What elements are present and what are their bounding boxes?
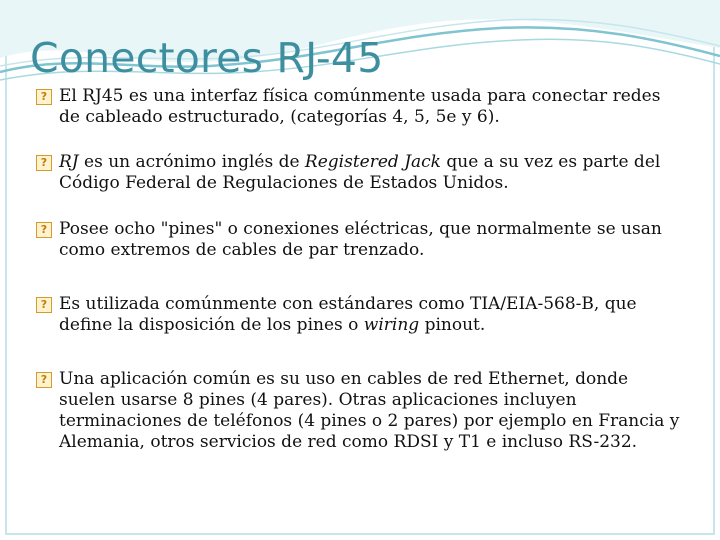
slide-title: Conectores RJ-45 bbox=[30, 34, 384, 82]
bullet-item bbox=[36, 294, 686, 336]
bullet-text: es un acrónimo inglés de bbox=[78, 152, 305, 172]
bullet-item bbox=[36, 152, 686, 194]
bullet-marker-icon: ? bbox=[36, 297, 52, 313]
bullet-item bbox=[36, 86, 686, 128]
bullet-text: Es utilizada comúnmente con estándares como TIA/EIA-568-B, que define la disposición de los pines o bbox=[59, 294, 637, 335]
bullet-text: pinout. bbox=[419, 315, 486, 335]
bullet-text: El RJ45 es una interfaz física comúnmente usada para conectar redes de cableado estructurado, (categorías 4, 5, 5e y 6). bbox=[59, 86, 661, 127]
bullet-text-italic: RJ bbox=[59, 152, 79, 172]
bullet-text-italic: wiring bbox=[363, 315, 420, 335]
bullet-list bbox=[36, 86, 686, 477]
bullet-text-italic: Registered Jack bbox=[304, 152, 441, 172]
bullet-marker-icon: ? bbox=[36, 372, 52, 388]
bullet-item bbox=[36, 219, 686, 261]
bullet-item bbox=[36, 369, 686, 453]
bullet-marker-icon: ? bbox=[36, 155, 52, 171]
bullet-text: que a su vez es parte del Código Federal de Regulaciones de Estados Unidos. bbox=[59, 152, 661, 193]
bullet-marker-icon: ? bbox=[36, 89, 52, 105]
bullet-text: Una aplicación común es su uso en cables de red Ethernet, donde suelen usarse 8 pines (4 pares). Otras aplicaciones incluyen terminaciones de teléfonos (4 pines o 2 pares) por ejemplo en Francia y Alemania, otros servicios de red como RDSI y T1 e incluso RS-232. bbox=[59, 369, 680, 452]
bullet-marker-icon: ? bbox=[36, 222, 52, 238]
bullet-text: Posee ocho "pines" o conexiones eléctricas, que normalmente se usan como extremos de cables de par trenzado. bbox=[59, 219, 662, 260]
